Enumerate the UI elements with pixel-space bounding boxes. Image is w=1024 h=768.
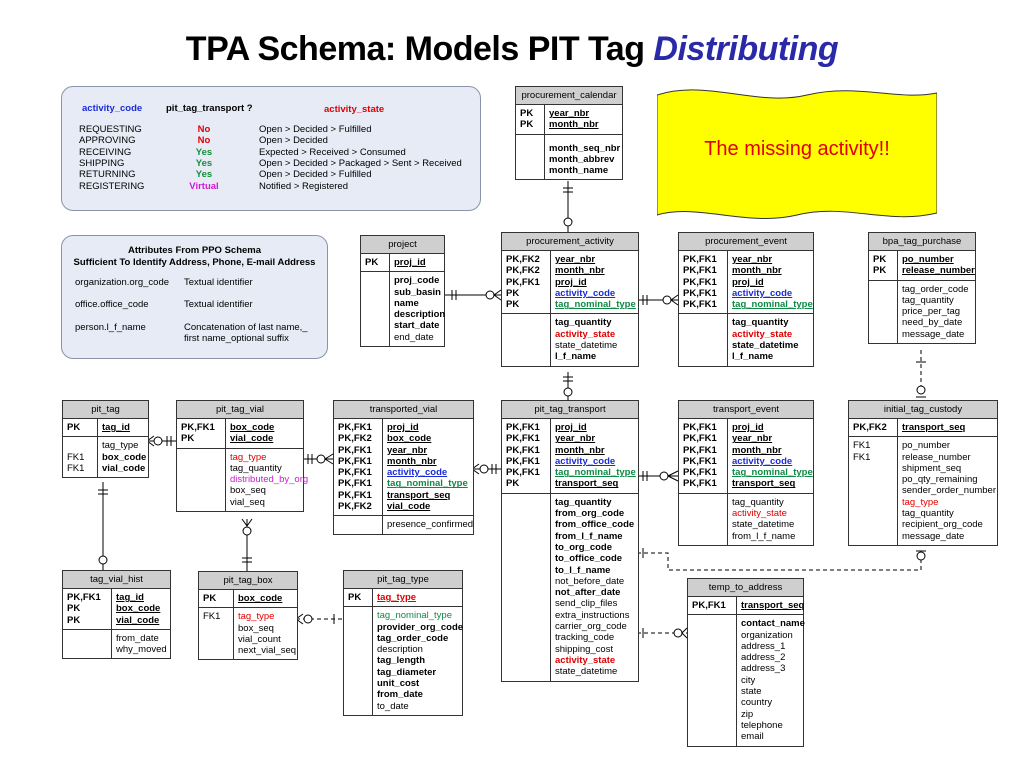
attr-field: tag_type: [238, 611, 275, 623]
attr-field: message_date: [902, 530, 965, 542]
attr-field: vial_code: [102, 462, 146, 474]
pk-field: activity_code: [555, 455, 616, 467]
pk-field: year_nbr: [732, 433, 773, 445]
pk-field: transport_seq: [555, 478, 619, 490]
key-label: PK,FK2: [853, 422, 887, 433]
attr-field: start_date: [394, 320, 440, 332]
key-label: PK,FK1: [683, 467, 717, 479]
pk-field: month_nbr: [732, 265, 782, 277]
attr-field: shipment_seq: [902, 462, 962, 474]
key-label: PK,FK1: [506, 276, 540, 288]
pk-field: tag_type: [377, 592, 417, 603]
attr-field: box_seq: [238, 622, 274, 634]
table-header: procurement_event: [679, 233, 813, 251]
attr-field: tag_diameter: [377, 666, 437, 678]
key-label: PK: [181, 433, 195, 445]
activity-code-panel: [61, 86, 481, 211]
table-procurement-event: [678, 232, 814, 367]
attr-field: tag_quantity: [902, 508, 954, 520]
pk-field: activity_code: [732, 455, 793, 467]
key-label: PK,FK2: [338, 501, 372, 513]
key-label: PK: [506, 478, 520, 490]
attr-field: tag_quantity: [732, 496, 784, 508]
table-header: pit_tag_box: [199, 572, 297, 590]
attr-field: need_by_date: [902, 317, 963, 329]
key-label: PK: [506, 287, 520, 299]
key-label: PK,FK1: [683, 433, 717, 445]
attr-field: tracking_code: [555, 632, 615, 644]
fk-label: FK1: [853, 440, 871, 452]
pk-field: tag_id: [102, 422, 130, 433]
page-title: [0, 30, 1024, 69]
activity-state-header: activity_state: [324, 104, 385, 115]
table-pit-tag-transport: [501, 400, 639, 682]
key-label: PK,FK1: [683, 265, 717, 277]
pk-field: release_number: [902, 265, 975, 277]
attr-field: tag_length: [377, 655, 426, 667]
title-main: TPA Schema: Models PIT Tag: [185, 30, 645, 68]
attr-field: tag_type: [230, 451, 267, 463]
attr-field: message_date: [902, 328, 965, 340]
transport-flag-6: Virtual: [189, 180, 219, 192]
pk-field: proj_id: [555, 422, 587, 433]
table-procurement-activity: [501, 232, 639, 367]
ppo-attr-1: organization.org_code: [75, 277, 170, 288]
pk-field: tag_nominal_type: [555, 299, 636, 311]
key-label: PK: [873, 254, 887, 265]
activity-state-1: Open > Decided > Fulfilled: [259, 124, 372, 135]
ppo-desc-1: Textual identifier: [184, 277, 253, 288]
attr-field: why_moved: [116, 644, 167, 656]
pk-field: tag_nominal_type: [387, 478, 468, 490]
pk-field: transport_seq: [902, 422, 966, 433]
table-pit-tag: [62, 400, 149, 478]
pk-field: box_code: [230, 422, 275, 433]
attr-field: state_datetime: [732, 340, 799, 352]
attr-field: activity_state: [732, 508, 787, 520]
ppo-desc-2: Textual identifier: [184, 299, 253, 310]
attr-field: email: [741, 731, 764, 743]
pk-field: proj_id: [394, 257, 426, 268]
key-label: PK,FK2: [506, 265, 540, 277]
attr-field: month_abbrev: [549, 153, 615, 165]
pk-field: month_nbr: [555, 265, 605, 277]
pk-field: year_nbr: [555, 433, 596, 445]
attr-field: end_date: [394, 331, 434, 343]
attr-field: sender_order_number: [902, 485, 997, 497]
attr-field: provider_org_code: [377, 621, 464, 633]
transport-flag-5: Yes: [195, 169, 213, 181]
attr-field: organization: [741, 629, 793, 641]
activity-state-5: Open > Decided > Fulfilled: [259, 169, 372, 181]
pk-field: transport_seq: [387, 489, 451, 501]
pk-field: year_nbr: [387, 444, 428, 456]
key-label: PK: [348, 592, 362, 603]
attr-field: from_l_f_name: [732, 530, 796, 542]
transport-flag-3: Yes: [195, 146, 213, 158]
pk-field: vial_code: [387, 501, 431, 513]
attr-field: not_after_date: [555, 587, 621, 599]
key-label: PK,FK2: [506, 254, 540, 265]
attr-field: l_f_name: [555, 351, 597, 363]
ppo-attr-2: office.office_code: [75, 299, 149, 310]
pk-field: year_nbr: [732, 254, 773, 265]
key-label: PK,FK1: [683, 444, 717, 456]
attr-field: activity_state: [555, 328, 616, 340]
key-label: PK: [67, 614, 81, 626]
table-header: pit_tag: [63, 401, 148, 419]
key-label: PK,FK2: [338, 433, 372, 445]
key-label: PK,FK1: [692, 600, 726, 611]
attr-field: from_date: [377, 689, 423, 701]
attr-field: unit_cost: [377, 678, 420, 690]
key-label: PK,FK1: [338, 489, 372, 501]
attr-field: country: [741, 697, 773, 709]
table-header: pit_tag_vial: [177, 401, 303, 419]
key-label: PK,FK1: [338, 455, 372, 467]
table-header: tag_vial_hist: [63, 571, 170, 589]
pk-field: tag_id: [116, 592, 144, 603]
pk-field: year_nbr: [555, 254, 596, 265]
activity-code-4: SHIPPING: [79, 157, 125, 169]
attr-field: shipping_cost: [555, 643, 614, 655]
key-label: PK,FK1: [683, 254, 717, 265]
transport-flag-4: Yes: [195, 157, 213, 169]
attr-field: zip: [741, 708, 754, 720]
key-label: PK: [67, 603, 81, 615]
activity-code-2: APPROVING: [79, 135, 136, 147]
pk-field: vial_code: [230, 433, 274, 445]
fk-label: FK1: [203, 611, 221, 623]
key-label: PK,FK1: [67, 592, 101, 603]
missing-activity-text: The missing activity!!: [704, 138, 890, 160]
attr-field: carrier_org_code: [555, 621, 627, 633]
attr-field: activity_state: [732, 328, 793, 340]
ppo-subtitle: Sufficient To Identify Address, Phone, E-mail Address: [73, 257, 316, 268]
pk-field: box_code: [238, 593, 283, 604]
attr-field: l_f_name: [732, 351, 774, 363]
ppo-attributes-panel: [61, 235, 328, 359]
table-tag-vial-hist: [62, 570, 171, 659]
table-header: transported_vial: [334, 401, 473, 419]
fk-label: FK1: [67, 462, 85, 474]
table-bpa-tag-purchase: [868, 232, 976, 344]
title-highlight: Distributing: [653, 30, 839, 68]
table-pit-tag-box: [198, 571, 298, 660]
attr-field: tag_type: [902, 496, 939, 508]
attr-field: contact_name: [741, 618, 805, 630]
table-header: pit_tag_type: [344, 571, 462, 589]
attr-field: proj_code: [394, 275, 440, 287]
pk-field: proj_id: [555, 276, 587, 288]
table-transport-event: [678, 400, 814, 546]
attr-field: month_name: [549, 165, 609, 177]
transport-flag-2: No: [197, 135, 211, 147]
key-label: PK,FK1: [506, 444, 540, 456]
attr-field: distributed_by_org: [230, 474, 309, 486]
fk-label: FK1: [67, 451, 85, 463]
key-label: PK,FK1: [683, 287, 717, 299]
key-label: PK,FK1: [338, 422, 372, 433]
attr-field: state_datetime: [555, 340, 618, 352]
attr-field: extra_instructions: [555, 609, 630, 621]
pk-field: proj_id: [387, 422, 419, 433]
attr-field: from_org_code: [555, 508, 625, 520]
pk-field: month_nbr: [387, 455, 437, 467]
attr-field: state_datetime: [555, 666, 618, 678]
activity-state-4: Open > Decided > Packaged > Sent > Received: [259, 157, 462, 169]
key-label: PK: [520, 119, 534, 131]
table-transported-vial: [333, 400, 474, 535]
activity-code-1: REQUESTING: [79, 124, 142, 135]
attr-field: telephone: [741, 719, 783, 731]
attr-field: vial_count: [238, 633, 281, 645]
key-label: PK,FK1: [506, 422, 540, 433]
pk-field: proj_id: [732, 276, 764, 288]
table-header: procurement_calendar: [516, 87, 622, 105]
attr-field: to_office_code: [555, 553, 623, 565]
pk-field: box_code: [116, 603, 161, 615]
attr-field: po_qty_remaining: [902, 474, 978, 486]
ppo-desc-3b: first name_optional suffix: [184, 333, 289, 344]
activity-code-6: REGISTERING: [79, 180, 145, 192]
table-header: temp_to_address: [688, 579, 803, 597]
attr-field: tag_order_code: [902, 283, 969, 295]
attr-field: recipient_org_code: [902, 519, 983, 531]
key-label: PK,FK1: [683, 478, 717, 490]
attr-field: name: [394, 297, 419, 309]
attr-field: vial_seq: [230, 496, 265, 508]
attr-field: address_3: [741, 663, 786, 675]
pit-tag-transport-header: pit_tag_transport ?: [166, 103, 253, 114]
table-header: project: [361, 236, 444, 254]
attr-field: next_vial_seq: [238, 645, 297, 657]
attr-field: tag_quantity: [555, 496, 612, 508]
table-procurement-calendar: [515, 86, 623, 180]
attr-field: state: [741, 686, 762, 698]
attr-field: release_number: [902, 451, 971, 463]
pk-field: vial_code: [116, 614, 160, 626]
attr-field: description: [377, 644, 423, 656]
key-label: PK,FK1: [683, 299, 717, 311]
key-label: PK,FK1: [506, 455, 540, 467]
table-header: initial_tag_custody: [849, 401, 997, 419]
table-header: bpa_tag_purchase: [869, 233, 975, 251]
attr-field: from_l_f_name: [555, 530, 623, 542]
attr-field: presence_confirmed: [387, 519, 474, 531]
attr-field: tag_type: [102, 440, 139, 452]
attr-field: po_number: [902, 440, 951, 452]
ppo-attr-3: person.l_f_name: [75, 322, 146, 333]
attr-field: tag_quantity: [555, 317, 612, 329]
table-initial-tag-custody: [848, 400, 998, 546]
table-project: [360, 235, 445, 347]
table-header: pit_tag_transport: [502, 401, 638, 419]
activity-code-header: activity_code: [82, 103, 143, 114]
attr-field: city: [741, 674, 756, 686]
pk-field: month_nbr: [732, 444, 782, 456]
attr-field: send_clip_files: [555, 598, 618, 610]
fk-label: FK1: [853, 451, 871, 463]
pk-field: po_number: [902, 254, 954, 265]
activity-state-2: Open > Decided: [259, 135, 328, 147]
attr-field: description: [394, 309, 446, 321]
pk-field: activity_code: [387, 467, 448, 479]
attr-field: not_before_date: [555, 575, 625, 587]
attr-field: from_office_code: [555, 519, 635, 531]
attr-field: activity_state: [555, 654, 616, 666]
attr-field: address_1: [741, 640, 786, 652]
key-label: PK,FK1: [506, 467, 540, 479]
table-temp-to-address: [687, 578, 804, 747]
attr-field: to_l_f_name: [555, 564, 611, 576]
attr-field: tag_order_code: [377, 632, 449, 644]
key-label: PK,FK1: [338, 444, 372, 456]
transport-flag-1: No: [197, 124, 211, 135]
attr-field: to_org_code: [555, 541, 613, 553]
attr-field: box_code: [102, 451, 147, 463]
pk-field: year_nbr: [549, 108, 590, 119]
key-label: PK,FK1: [683, 422, 717, 433]
key-label: PK,FK1: [338, 478, 372, 490]
attr-field: month_seq_nbr: [549, 142, 621, 154]
table-pit-tag-vial: [176, 400, 309, 512]
pk-field: activity_code: [555, 287, 616, 299]
attr-field: tag_quantity: [902, 294, 954, 306]
key-label: PK,FK1: [683, 455, 717, 467]
attr-field: address_2: [741, 652, 786, 664]
key-label: PK,FK1: [181, 422, 215, 433]
table-pit-tag-type: [343, 570, 463, 716]
activity-code-5: RETURNING: [79, 169, 136, 181]
pk-field: tag_nominal_type: [732, 299, 813, 311]
attr-field: box_seq: [230, 485, 266, 497]
pk-field: transport_seq: [732, 478, 796, 490]
pk-field: box_code: [387, 433, 432, 445]
pk-field: proj_id: [732, 422, 764, 433]
key-label: PK,FK1: [338, 467, 372, 479]
attr-field: tag_quantity: [732, 317, 789, 329]
attr-field: sub_basin: [394, 286, 441, 298]
pk-field: transport_seq: [741, 600, 805, 611]
key-label: PK: [365, 257, 379, 268]
activity-code-3: RECEIVING: [79, 146, 132, 158]
key-label: PK,FK1: [506, 433, 540, 445]
activity-state-6: Notified > Registered: [259, 180, 348, 192]
attr-field: from_date: [116, 632, 159, 644]
key-label: PK,FK1: [683, 276, 717, 288]
key-label: PK: [67, 422, 81, 433]
table-header: procurement_activity: [502, 233, 638, 251]
key-label: PK: [506, 299, 520, 311]
pk-field: month_nbr: [555, 444, 605, 456]
pk-field: tag_nominal_type: [555, 467, 636, 479]
ppo-desc-3: Concatenation of last name,_: [184, 322, 308, 333]
activity-state-3: Expected > Received > Consumed: [259, 146, 406, 158]
attr-field: to_date: [377, 700, 409, 712]
key-label: PK: [203, 593, 217, 604]
attr-field: tag_nominal_type: [377, 610, 452, 622]
key-label: PK: [873, 265, 887, 277]
attr-field: price_per_tag: [902, 306, 961, 318]
pk-field: tag_nominal_type: [732, 467, 813, 479]
ppo-title: Attributes From PPO Schema: [127, 245, 262, 256]
attr-field: state_datetime: [732, 519, 795, 531]
attr-field: tag_quantity: [230, 462, 282, 474]
pk-field: month_nbr: [549, 119, 599, 131]
pk-field: activity_code: [732, 287, 793, 299]
key-label: PK: [520, 108, 534, 119]
table-header: transport_event: [679, 401, 813, 419]
